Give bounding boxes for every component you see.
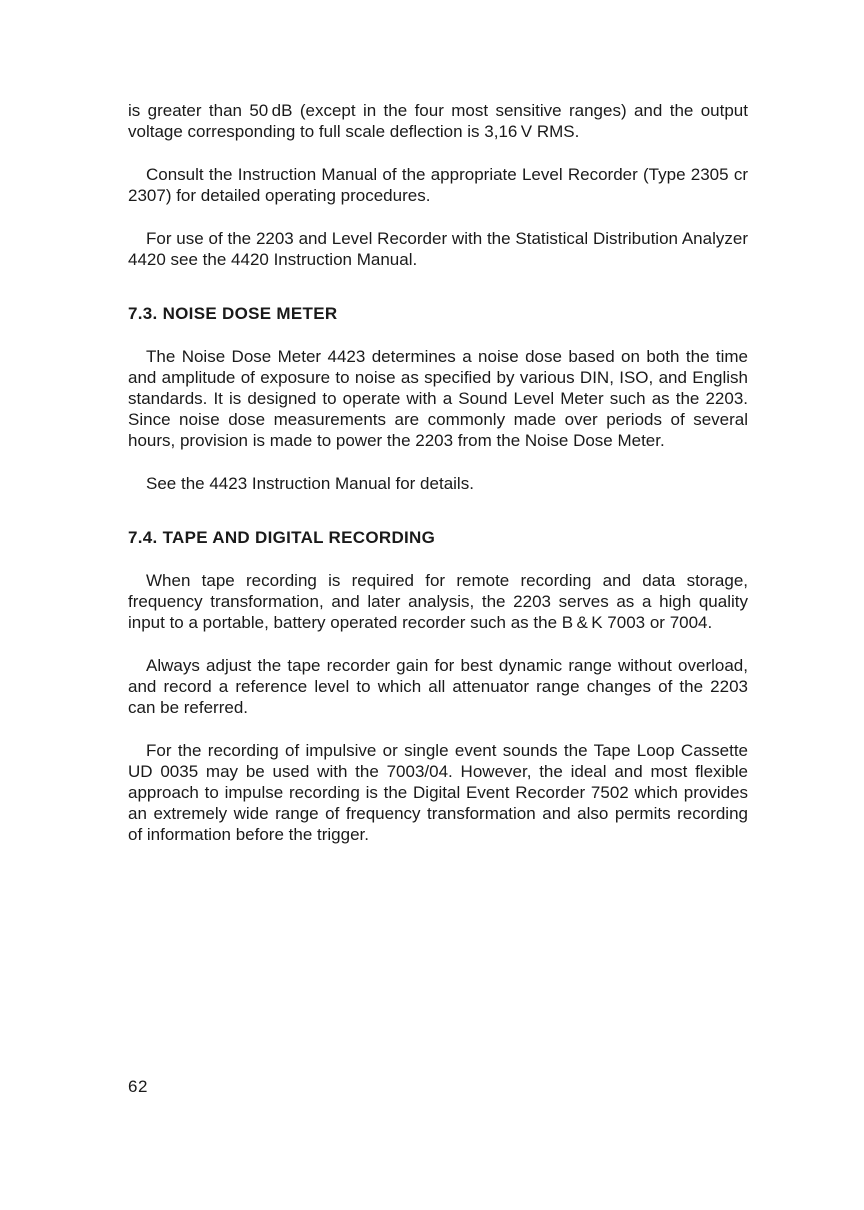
paragraph-see-4423-manual: See the 4423 Instruction Manual for details. xyxy=(146,474,474,493)
paragraph-statistical-analyzer: For use of the 2203 and Level Recorder with the Statistical Distribution Analyzer 4420 see the 4420 Instruction Manual. xyxy=(128,229,748,269)
section-heading-tape-digital-recording: 7.4. TAPE AND DIGITAL RECORDING xyxy=(128,528,436,547)
paragraph-tape-recording: When tape recording is required for remote recording and data storage, frequency transformation, and later analysis, the 2203 serves as a high quality input to a portable, battery operated recorder such as the B & K 7003 or 7004. xyxy=(128,571,748,632)
page-content xyxy=(128,100,748,845)
paragraph-impulsive-recording: For the recording of impulsive or single event sounds the Tape Loop Cassette UD 0035 may be used with the 7003/04. However, the ideal and most flexible approach to impulse recording is the Digital Event Recorder 7502 which provides an extremely wide range of frequency transformation and also permits recording of information before the trigger. xyxy=(128,741,748,844)
paragraph-consult-manual: Consult the Instruction Manual of the appropriate Level Recorder (Type 2305 cr 2307) for detailed operating procedures. xyxy=(128,165,748,205)
section-heading-noise-dose-meter: 7.3. NOISE DOSE METER xyxy=(128,304,338,323)
paragraph-continuation: is greater than 50 dB (except in the four most sensitive ranges) and the output voltage corresponding to full scale deflection is 3,16 V RMS. xyxy=(128,101,748,141)
page-number: 62 xyxy=(128,1077,148,1096)
paragraph-adjust-gain: Always adjust the tape recorder gain for best dynamic range without overload, and record a reference level to which all attenuator range changes of the 2203 can be referred. xyxy=(128,656,748,717)
paragraph-noise-dose-meter: The Noise Dose Meter 4423 determines a noise dose based on both the time and amplitude of exposure to noise as specified by various DIN, ISO, and English standards. It is designed to operate with a Sound Level Meter such as the 2203. Since noise dose measurements are commonly made over periods of several hours, provision is made to power the 2203 from the Noise Dose Meter. xyxy=(128,347,748,450)
